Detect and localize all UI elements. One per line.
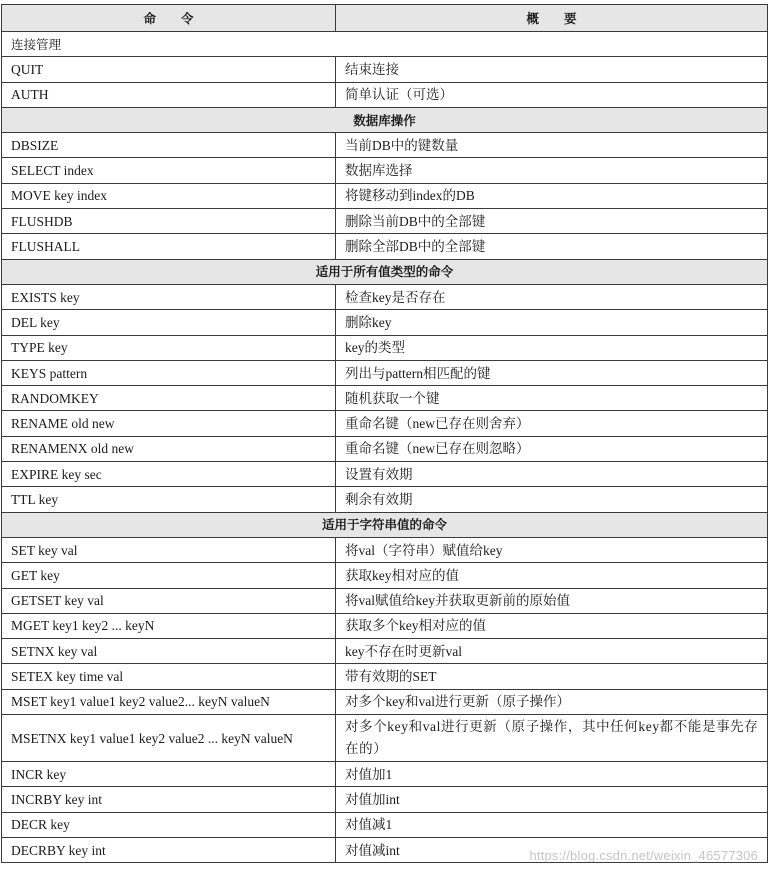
header-summary: 概 要	[336, 5, 768, 32]
table-row	[2, 183, 768, 208]
summary-cell: 将val（字符串）赋值给key	[336, 537, 768, 562]
table-row	[2, 82, 768, 107]
summary-cell: 对值减1	[336, 812, 768, 837]
summary-cell: 检查key是否存在	[336, 284, 768, 309]
command-cell: FLUSHALL	[2, 234, 336, 259]
summary-cell: 将val赋值给key并获取更新前的原始值	[336, 588, 768, 613]
summary-cell: 带有效期的SET	[336, 664, 768, 689]
command-cell: INCR key	[2, 762, 336, 787]
summary-cell: 剩余有效期	[336, 487, 768, 512]
section-title: 连接管理	[2, 32, 768, 57]
command-cell: RENAME old new	[2, 411, 336, 436]
command-cell: MGET key1 key2 ... keyN	[2, 613, 336, 638]
command-cell: KEYS pattern	[2, 360, 336, 385]
table-row	[2, 411, 768, 436]
summary-cell: 随机获取一个键	[336, 386, 768, 411]
command-cell: GET key	[2, 563, 336, 588]
command-cell: SETEX key time val	[2, 664, 336, 689]
table-row	[2, 360, 768, 385]
table-row	[2, 158, 768, 183]
table-row	[2, 462, 768, 487]
section-title: 数据库操作	[2, 107, 768, 132]
command-cell: DEL key	[2, 310, 336, 335]
summary-cell: 获取key相对应的值	[336, 563, 768, 588]
command-cell: MSET key1 value1 key2 value2... keyN valueN	[2, 689, 336, 714]
command-cell: RANDOMKEY	[2, 386, 336, 411]
redis-command-table	[1, 4, 768, 863]
summary-cell: 对多个key和val进行更新（原子操作，其中任何key都不能是事先存在的）	[336, 715, 768, 762]
summary-cell: 对值加int	[336, 787, 768, 812]
table-row	[2, 133, 768, 158]
command-cell: TTL key	[2, 487, 336, 512]
summary-cell: 删除全部DB中的全部键	[336, 234, 768, 259]
table-row	[2, 335, 768, 360]
command-cell: DECRBY key int	[2, 837, 336, 862]
summary-cell: 结束连接	[336, 57, 768, 82]
command-cell: FLUSHDB	[2, 209, 336, 234]
command-cell: EXISTS key	[2, 284, 336, 309]
summary-cell: 设置有效期	[336, 462, 768, 487]
section-header-row	[2, 107, 768, 132]
summary-cell: 重命名键（new已存在则舍弃）	[336, 411, 768, 436]
summary-cell: 删除当前DB中的全部键	[336, 209, 768, 234]
command-cell: SETNX key val	[2, 639, 336, 664]
command-cell: SET key val	[2, 537, 336, 562]
summary-cell: 对值减int	[336, 837, 768, 862]
command-cell: AUTH	[2, 82, 336, 107]
section-header-row	[2, 32, 768, 57]
table-row	[2, 588, 768, 613]
section-header-row	[2, 259, 768, 284]
summary-cell: 删除key	[336, 310, 768, 335]
summary-cell: 将键移动到index的DB	[336, 183, 768, 208]
table-row	[2, 57, 768, 82]
summary-cell: 列出与pattern相匹配的键	[336, 360, 768, 385]
section-title: 适用于字符串值的命令	[2, 512, 768, 537]
command-cell: MOVE key index	[2, 183, 336, 208]
table-row	[2, 787, 768, 812]
table-header-row	[2, 5, 768, 32]
table-row	[2, 209, 768, 234]
command-cell: DBSIZE	[2, 133, 336, 158]
table-row	[2, 310, 768, 335]
command-cell: QUIT	[2, 57, 336, 82]
table-row	[2, 487, 768, 512]
table-row	[2, 639, 768, 664]
command-cell: MSETNX key1 value1 key2 value2 ... keyN valueN	[2, 715, 336, 762]
summary-cell: 对值加1	[336, 762, 768, 787]
table-row	[2, 812, 768, 837]
summary-cell: 获取多个key相对应的值	[336, 613, 768, 638]
section-title: 适用于所有值类型的命令	[2, 259, 768, 284]
table-row	[2, 563, 768, 588]
summary-cell: key的类型	[336, 335, 768, 360]
command-cell: EXPIRE key sec	[2, 462, 336, 487]
command-cell: DECR key	[2, 812, 336, 837]
table-row	[2, 689, 768, 714]
table-body	[2, 32, 768, 863]
table-row	[2, 436, 768, 461]
summary-cell: 当前DB中的键数量	[336, 133, 768, 158]
table-row	[2, 537, 768, 562]
table-row	[2, 386, 768, 411]
table-row	[2, 234, 768, 259]
table-row	[2, 715, 768, 762]
table-row	[2, 664, 768, 689]
summary-cell: 简单认证（可选）	[336, 82, 768, 107]
command-cell: INCRBY key int	[2, 787, 336, 812]
summary-cell: 重命名键（new已存在则忽略）	[336, 436, 768, 461]
summary-cell: key不存在时更新val	[336, 639, 768, 664]
header-command: 命 令	[2, 5, 336, 32]
command-cell: TYPE key	[2, 335, 336, 360]
table-row	[2, 613, 768, 638]
table-row	[2, 762, 768, 787]
summary-cell: 对多个key和val进行更新（原子操作）	[336, 689, 768, 714]
section-header-row	[2, 512, 768, 537]
command-cell: SELECT index	[2, 158, 336, 183]
command-cell: GETSET key val	[2, 588, 336, 613]
summary-cell: 数据库选择	[336, 158, 768, 183]
watermark-text: https://blog.csdn.net/weixin_46577306	[529, 848, 758, 863]
command-cell: RENAMENX old new	[2, 436, 336, 461]
table-row	[2, 284, 768, 309]
